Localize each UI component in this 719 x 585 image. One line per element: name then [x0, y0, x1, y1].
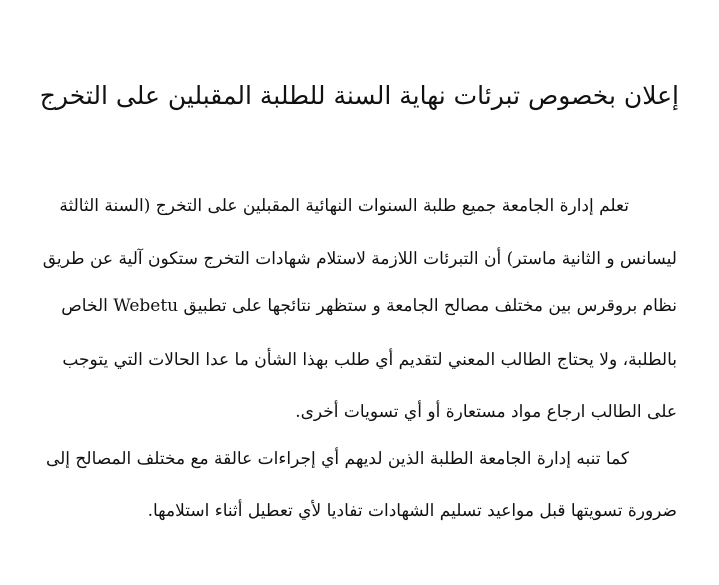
paragraph-line-5: على الطالب ارجاع مواد مستعارة أو أي تسويات أخرى. [295, 402, 677, 422]
paragraph-line-2: ليسانس و الثانية ماستر) أن التبرئات اللازمة لاستلام شهادات التخرج ستكون آلية عن طريق [42, 249, 677, 269]
paragraph-line-6: كما تنبه إدارة الجامعة الطلبة الذين لديهم أي إجراءات عالقة مع مختلف المصالح إلى [45, 449, 629, 469]
paragraph-line-7: ضرورة تسويتها قبل مواعيد تسليم الشهادات تفاديا لأي تعطيل أثناء استلامها. [147, 501, 677, 521]
announcement-title: إعلان بخصوص تبرئات نهاية السنة للطلبة المقبلين على التخرج [39, 81, 679, 110]
paragraph-line-3: نظام بروقرس بين مختلف مصالح الجامعة و ستظهر نتائجها على تطبيق Webetu الخاص [61, 296, 677, 316]
paragraph-line-4: بالطلبة، ولا يحتاج الطالب المعني لتقديم أي طلب بهذا الشأن ما عدا الحالات التي يتوجب [62, 350, 677, 370]
paragraph-line-1: تعلم إدارة الجامعة جميع طلبة السنوات النهائية المقبلين على التخرج (السنة الثالثة [59, 196, 629, 216]
